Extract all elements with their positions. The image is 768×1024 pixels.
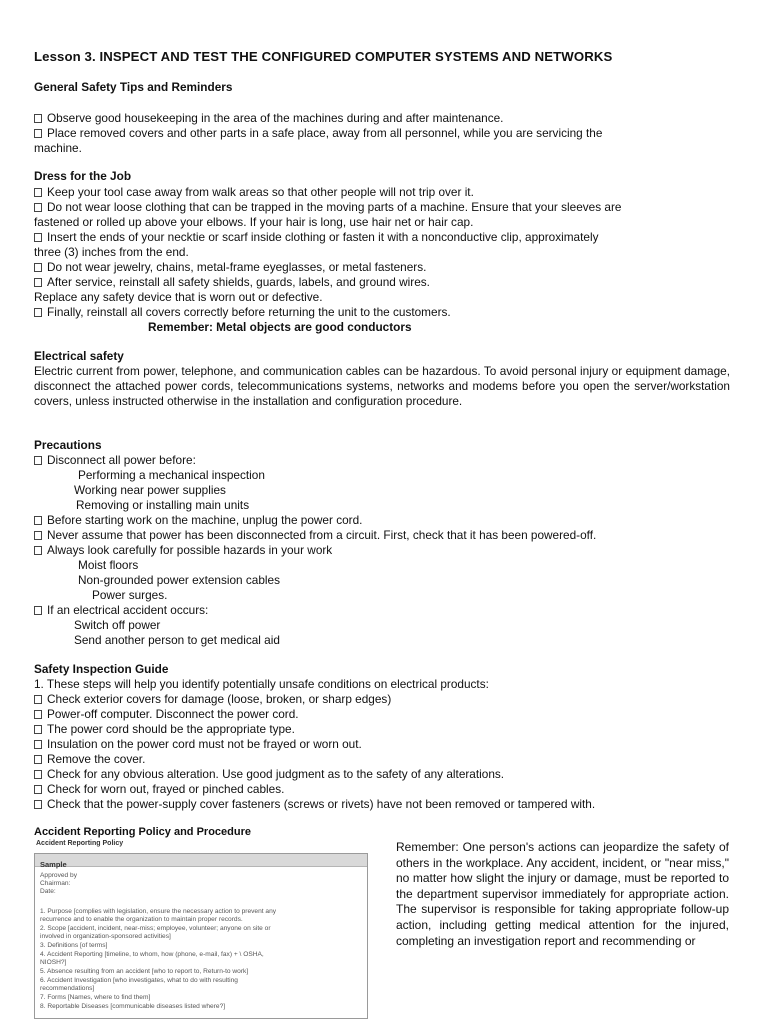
bullet-box-icon — [34, 725, 42, 734]
list-item: Never assume that power has been disconnected from a circuit. First, check that it has been powered-off. — [34, 528, 596, 543]
bullet-box-icon — [34, 188, 42, 197]
bullet-box-icon — [34, 308, 42, 317]
bullet-box-icon — [34, 800, 42, 809]
sample-header: Sample — [35, 854, 367, 867]
precautions-heading: Precautions — [34, 438, 102, 452]
sample-policy-image — [34, 853, 368, 1019]
sample-caption: Accident Reporting Policy — [36, 840, 124, 847]
list-item: If an electrical accident occurs: — [34, 603, 208, 618]
list-item-plain: Replace any safety device that is worn out or defective. — [34, 290, 323, 304]
general-heading: General Safety Tips and Reminders — [34, 80, 233, 94]
list-item: Insulation on the power cord must not be frayed or worn out. — [34, 737, 362, 752]
list-item: Remove the cover. — [34, 752, 145, 767]
bullet-box-icon — [34, 233, 42, 242]
sample-meta: Chairman: — [40, 880, 71, 887]
list-item: Do not wear jewelry, chains, metal-frame eyeglasses, or metal fasteners. — [34, 260, 426, 275]
list-item: The power cord should be the appropriate type. — [34, 722, 295, 737]
electrical-heading: Electrical safety — [34, 349, 124, 363]
sample-line: NIOSH?] — [40, 959, 67, 966]
bullet-box-icon — [34, 516, 42, 525]
list-item: Place removed covers and other parts in a safe place, away from all personnel, while you are servicing the — [34, 126, 602, 141]
list-item-continuation: machine. — [34, 141, 82, 155]
sub-item: Send another person to get medical aid — [74, 633, 280, 647]
bullet-box-icon — [34, 456, 42, 465]
page-title: Lesson 3. INSPECT AND TEST THE CONFIGURED COMPUTER SYSTEMS AND NETWORKS — [34, 49, 613, 64]
list-item: Disconnect all power before: — [34, 453, 196, 468]
sample-line: 3. Definitions [of terms] — [40, 942, 108, 949]
sample-line: 6. Accident Investigation [who investigates, what to do with resulting — [40, 977, 238, 984]
list-item: Check exterior covers for damage (loose, broken, or sharp edges) — [34, 692, 391, 707]
sub-item: Non-grounded power extension cables — [78, 573, 280, 587]
bullet-box-icon — [34, 263, 42, 272]
list-item: Finally, reinstall all covers correctly before returning the unit to the customers. — [34, 305, 451, 320]
bullet-box-icon — [34, 114, 42, 123]
sample-line: recurrence and to enable the organization to maintain proper records. — [40, 916, 243, 923]
sub-item: Power surges. — [92, 588, 168, 602]
sample-line: 2. Scope [accident, incident, near-miss; employee, volunteer; anyone on site or — [40, 925, 271, 932]
inspection-heading: Safety Inspection Guide — [34, 662, 169, 676]
bullet-box-icon — [34, 785, 42, 794]
sample-line: recommendations] — [40, 985, 95, 992]
electrical-paragraph: Electric current from power, telephone, and communication cables can be hazardous. To avoid personal injury or equipment damage, disconnect the attached power cords, telecommunications systems, networks and modems before you open the server/workstation covers, unless instructed otherwise in the installation and configuration procedure. — [34, 364, 730, 408]
sub-item: Moist floors — [78, 558, 139, 572]
sub-item: Performing a mechanical inspection — [78, 468, 265, 482]
bullet-box-icon — [34, 203, 42, 212]
dress-heading: Dress for the Job — [34, 169, 132, 183]
sub-item: Removing or installing main units — [76, 498, 250, 512]
bullet-box-icon — [34, 695, 42, 704]
list-item: Check for any obvious alteration. Use good judgment as to the safety of any alterations. — [34, 767, 504, 782]
bullet-box-icon — [34, 755, 42, 764]
bullet-box-icon — [34, 770, 42, 779]
sub-item: Working near power supplies — [74, 483, 226, 497]
sample-line: 1. Purpose [complies with legislation, ensure the necessary action to prevent any — [40, 908, 277, 915]
bullet-box-icon — [34, 606, 42, 615]
inspection-intro: 1. These steps will help you identify potentially unsafe conditions on electrical products: — [34, 677, 489, 691]
list-item: Keep your tool case away from walk areas so that other people will not trip over it. — [34, 185, 474, 200]
list-item: Observe good housekeeping in the area of the machines during and after maintenance. — [34, 111, 503, 126]
list-item-continuation: fastened or rolled up above your elbows. If your hair is long, use hair net or hair cap. — [34, 215, 474, 229]
sample-line: 5. Absence resulting from an accident [who to report to, Return-to work] — [40, 968, 249, 975]
reporting-heading: Accident Reporting Policy and Procedure — [34, 826, 251, 838]
sample-line: 7. Forms [Names, where to find them] — [40, 994, 151, 1001]
remember-note: Remember: Metal objects are good conductors — [148, 320, 412, 334]
list-item: Do not wear loose clothing that can be trapped in the moving parts of a machine. Ensure that your sleeves are — [34, 200, 621, 215]
list-item: Before starting work on the machine, unplug the power cord. — [34, 513, 362, 528]
bullet-box-icon — [34, 278, 42, 287]
bullet-box-icon — [34, 129, 42, 138]
list-item-continuation: three (3) inches from the end. — [34, 245, 189, 259]
sample-line: 4. Accident Reporting [timeline, to whom, how (phone, e-mail, fax) + \ OSHA, — [40, 951, 264, 958]
sample-meta: Date: — [40, 888, 56, 895]
list-item: Insert the ends of your necktie or scarf inside clothing or fasten it with a nonconductive clip, approximately — [34, 230, 598, 245]
reporting-paragraph: Remember: One person's actions can jeopardize the safety of others in the workplace. Any accident, incident, or "near miss," no matter how slight the injury or damage, must be reported to the department supervisor immediately for appropriate action. The supervisor is responsible for taking appropriate follow-up action, including getting medical attention for the injured, completing an investigation report and recommending or — [396, 840, 729, 948]
sub-item: Switch off power — [74, 618, 161, 632]
list-item: Power-off computer. Disconnect the power cord. — [34, 707, 299, 722]
bullet-box-icon — [34, 546, 42, 555]
sample-line: 8. Reportable Diseases [communicable diseases listed where?] — [40, 1003, 226, 1010]
list-item: After service, reinstall all safety shields, guards, labels, and ground wires. — [34, 275, 430, 290]
list-item: Always look carefully for possible hazards in your work — [34, 543, 332, 558]
bullet-box-icon — [34, 740, 42, 749]
sample-meta: Approved by — [40, 872, 78, 879]
bullet-box-icon — [34, 531, 42, 540]
sample-line: involved in organization-sponsored activities] — [40, 933, 171, 940]
list-item: Check that the power-supply cover fasteners (screws or rivets) have not been removed or tampered with. — [34, 797, 595, 812]
list-item: Check for worn out, frayed or pinched cables. — [34, 782, 284, 797]
bullet-box-icon — [34, 710, 42, 719]
